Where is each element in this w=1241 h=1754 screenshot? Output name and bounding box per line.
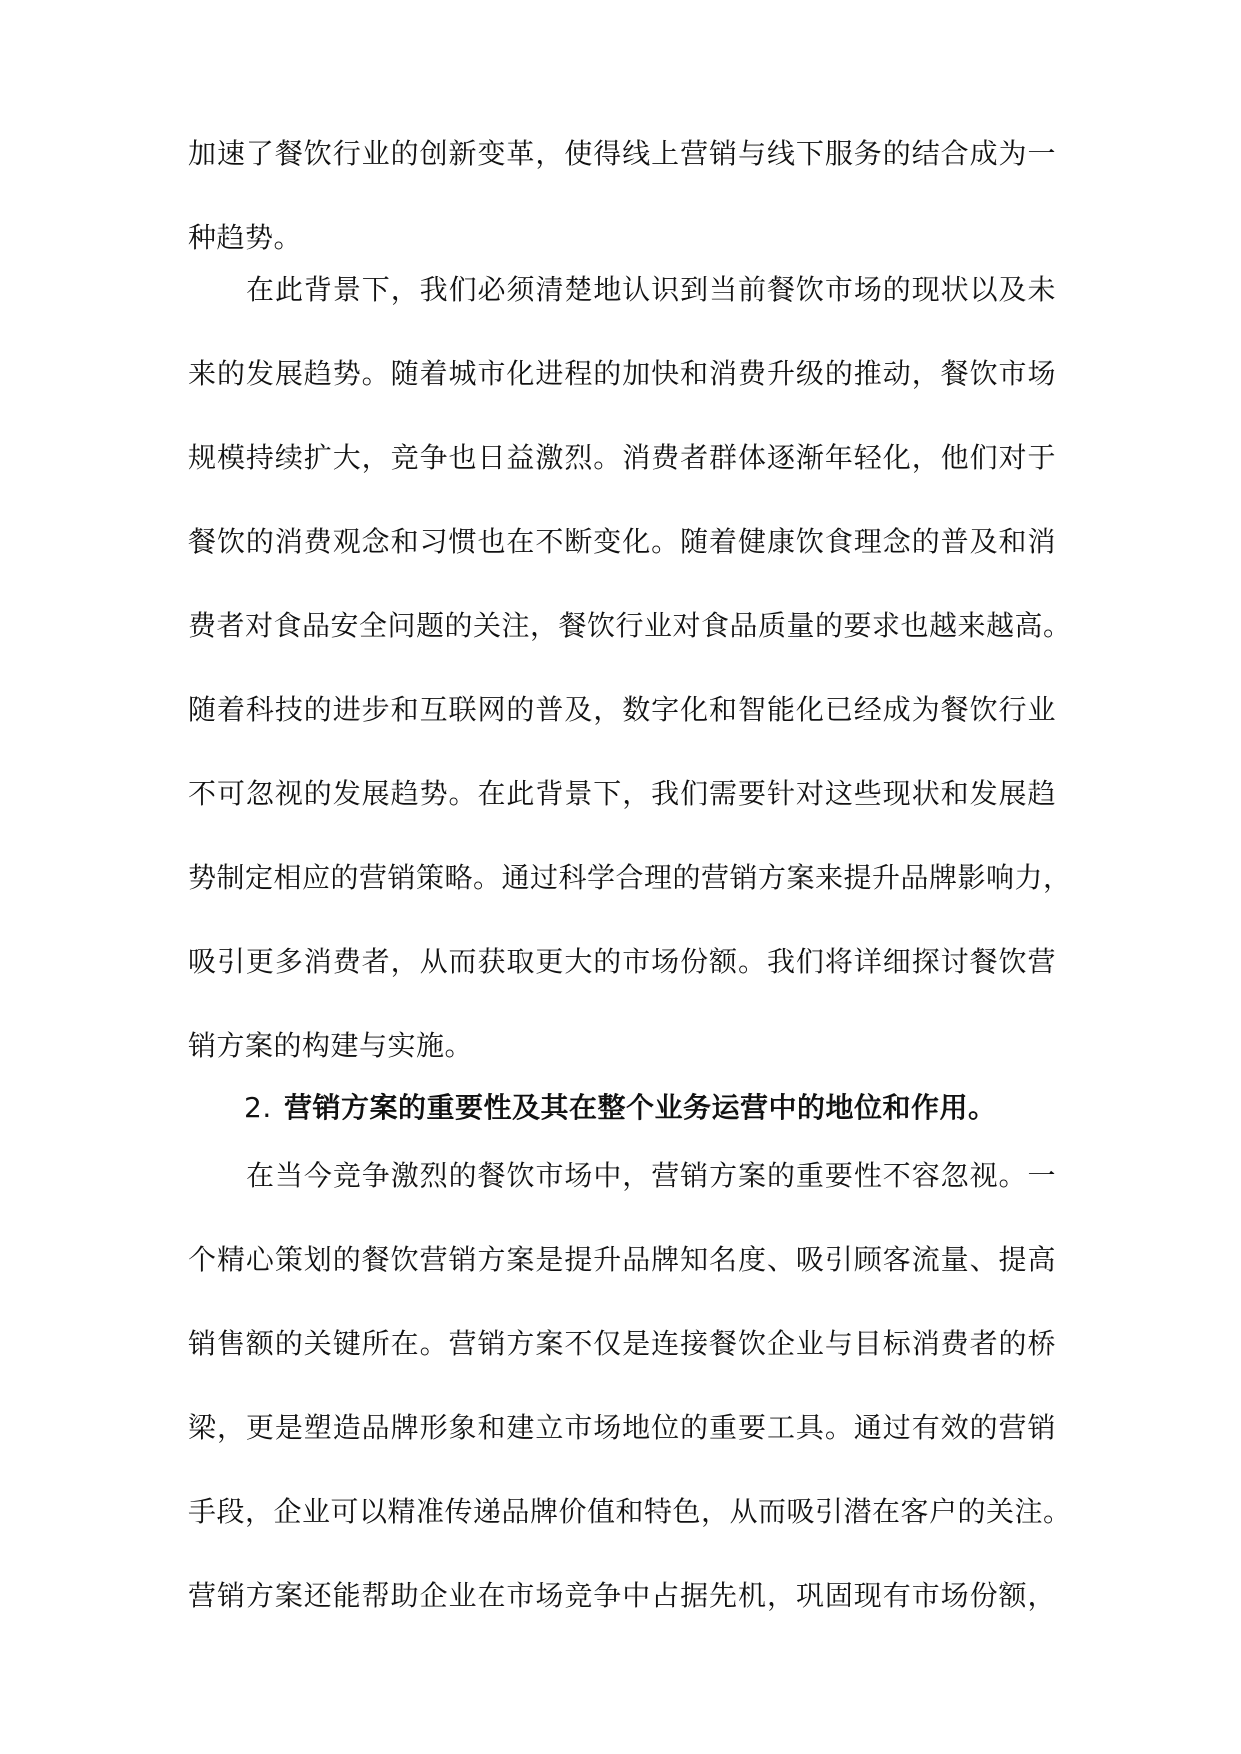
paragraph-2 [188,273,1072,1062]
paragraph-2-line-7: 不可忽视的发展趋势。在此背景下，我们需要针对这些现状和发展趋 [188,777,1056,810]
paragraph-2-line-4: 餐饮的消费观念和习惯也在不断变化。随着健康饮食理念的普及和消 [188,525,1056,558]
paragraph-3-line-6: 营销方案还能帮助企业在市场竞争中占据先机，巩固现有市场份额， [188,1579,1056,1612]
paragraph-2-line-9: 吸引更多消费者，从而获取更大的市场份额。我们将详细探讨餐饮营 [188,945,1056,978]
paragraph-2-line-3: 规模持续扩大，竞争也日益激烈。消费者群体逐渐年轻化，他们对于 [188,441,1056,474]
paragraph-3-line-4: 梁，更是塑造品牌形象和建立市场地位的重要工具。通过有效的营销 [188,1411,1056,1444]
paragraph-3-line-5: 手段，企业可以精准传递品牌价值和特色，从而吸引潜在客户的关注。 [188,1495,1072,1528]
paragraph-1 [188,138,1068,253]
paragraph-2-line-1: 在此背景下，我们必须清楚地认识到当前餐饮市场的现状以及未 [246,273,1056,306]
section-heading-number: 2. [244,1091,272,1124]
paragraph-1-line-1: 加速了餐饮行业的创新变革，使得线上营销与线下服务的结合成为一 [188,137,1056,170]
paragraph-2-line-6: 随着科技的进步和互联网的普及，数字化和智能化已经成为餐饮行业 [188,693,1056,726]
paragraph-3-line-3: 销售额的关键所在。营销方案不仅是连接餐饮企业与目标消费者的桥 [188,1327,1056,1360]
paragraph-1-line-2: 种趋势。 [188,221,303,254]
paragraph-3 [188,1159,1072,1612]
paragraph-2-line-2: 来的发展趋势。随着城市化进程的加快和消费升级的推动，餐饮市场 [188,357,1056,390]
section-heading-title: 营销方案的重要性及其在整个业务运营中的地位和作用。 [284,1091,997,1124]
section-heading [244,1092,1044,1123]
paragraph-2-line-5: 费者对食品安全问题的关注，餐饮行业对食品质量的要求也越来越高。 [188,609,1072,642]
paragraph-3-line-2: 个精心策划的餐饮营销方案是提升品牌知名度、吸引顾客流量、提高 [188,1243,1056,1276]
paragraph-2-line-10: 销方案的构建与实施。 [188,1029,474,1062]
paragraph-3-line-1: 在当今竞争激烈的餐饮市场中，营销方案的重要性不容忽视。一 [246,1159,1056,1192]
paragraph-2-line-8: 势制定相应的营销策略。通过科学合理的营销方案来提升品牌影响力， [188,861,1072,894]
